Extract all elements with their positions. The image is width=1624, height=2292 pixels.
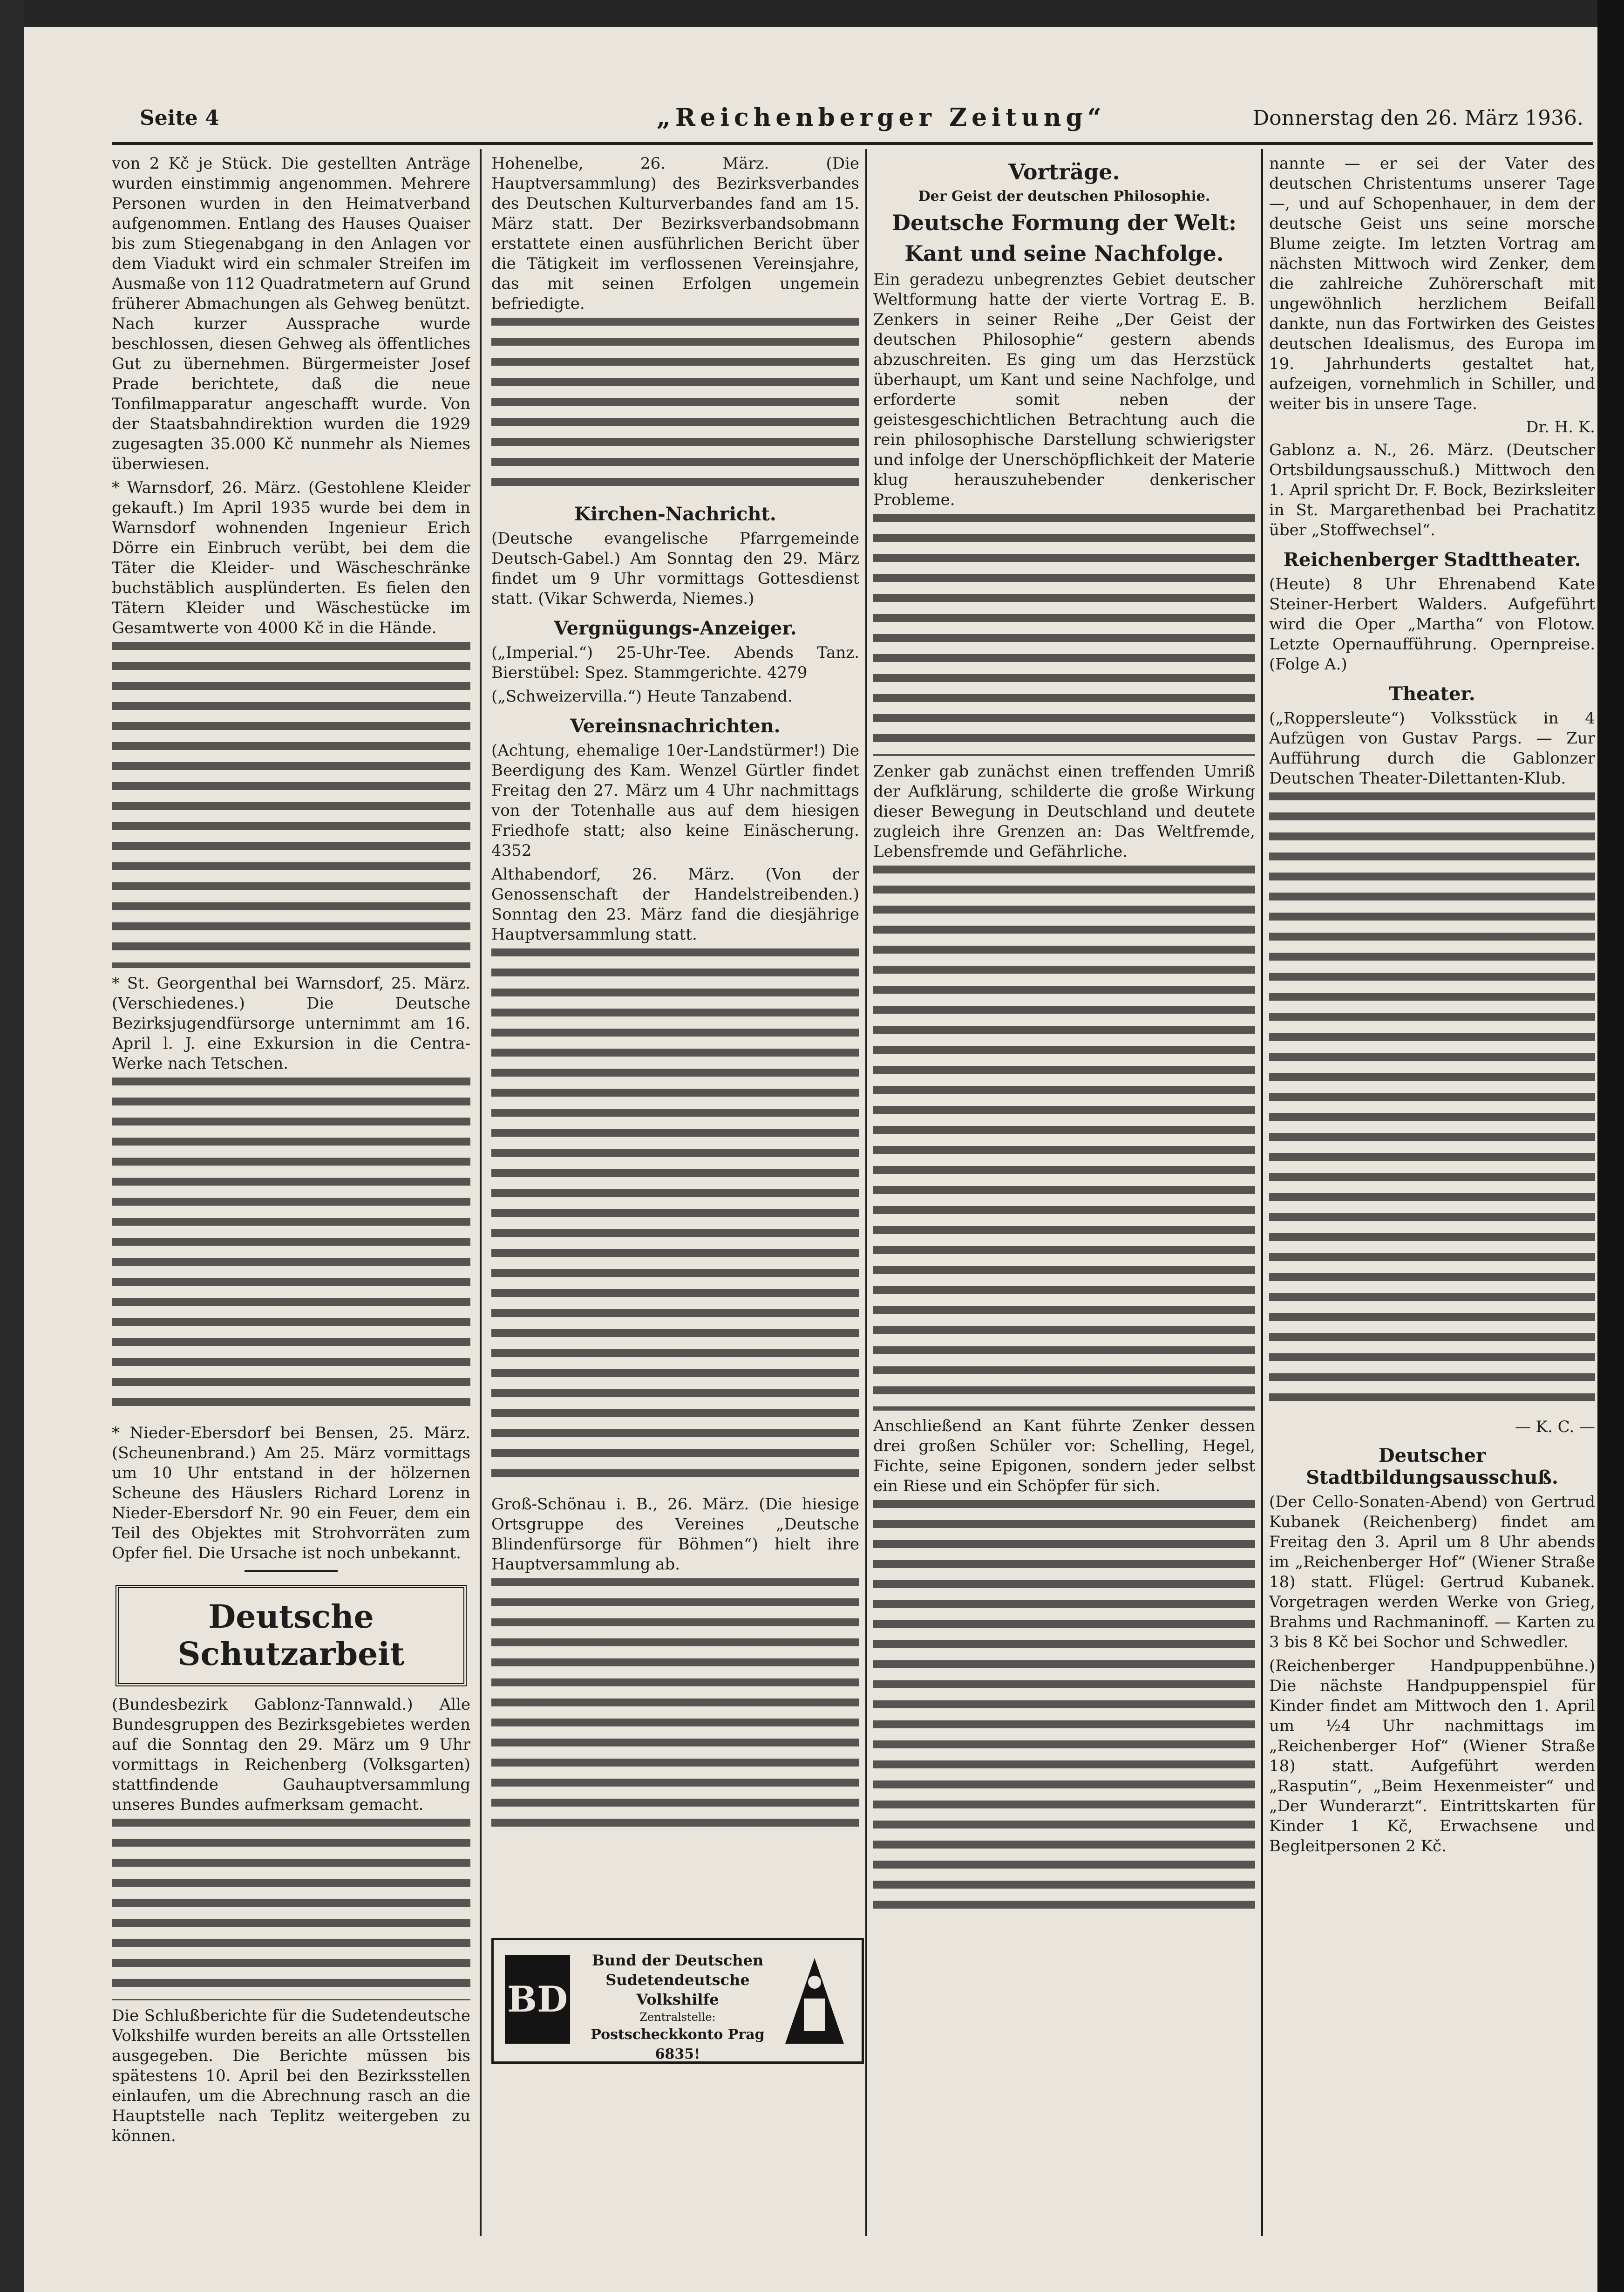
author-signature: — K. C. — (1515, 1418, 1595, 1436)
article-paragraph: Althabendorf, 26. März. (Von der Genossenschaft der Handelstreibenden.) Sonntag den 23. März fand die diesjährige Hauptversammlung statt. (491, 865, 859, 944)
article-paragraph: Hohenelbe, 26. März. (Die Hauptversammlung) des Bezirksverbandes des Deutschen Kulturverbandes fand am 15. März statt. Der Bezirksverbandsobmann erstattete einen ausführlichen Bericht über die Tätigkeit im verflossenen Vereinsjahre, das mit seinen Erfolgen ungemein befriedigte. (491, 154, 859, 313)
article-paragraph: nannte — er sei der Vater des deutschen Christentums unserer Tage —, und auf Schopenhauer, in dem der deutsche Geist uns seine morsche Blume zeigte. Im letzten Vortrag am nächsten Mittwoch wird Zenker, dem die zahlreiche Zuhörerschaft mit ungewöhnlich herzlichem Beifall dankte, nun das Fortwirken des Geistes deutschen Idealismus, des Europa im 19. Jahrhunderts gestaltet hat, aufzeigen, vornehmlich in Schiller, und weiter bis in unsere Tage. (1269, 154, 1595, 413)
article-paragraph: Die Schlußberichte für die Sudetendeutsche Volkshilfe wurden bereits an alle Ortsstellen ausgegeben. Die Berichte müssen bis spätestens 10. April bei den Bezirksstellen einlaufen, um die Abrechnung rasch an die Hauptstelle nach Teplitz weitergeben zu können. (112, 2006, 470, 2145)
section-heading: Reichenberger Stadttheater. (1283, 549, 1581, 571)
article-heading: Kant und seine Nachfolge. (904, 241, 1224, 266)
separator (245, 1570, 338, 1572)
text-block (873, 866, 1255, 1411)
column-rule-3 (1261, 149, 1263, 2236)
ad-subtitle: Sudetendeutsche Volkshilfe (605, 1971, 750, 2008)
article-paragraph: („Schweizervilla.“) Heute Tanzabend. (491, 687, 793, 706)
text-block (112, 1819, 470, 2000)
column-3 (873, 154, 1255, 2236)
column-1 (112, 154, 470, 2236)
bund-logo-icon: BD (505, 1955, 570, 2044)
article-paragraph: (Heute) 8 Uhr Ehrenabend Kate Steiner-Herbert Walders. Aufgeführt wird die Oper „Martha“ von Flotow. Letzte Opernaufführung. Opernpreise. (Folge A.) (1269, 575, 1595, 674)
section-heading: Kirchen-Nachricht. (574, 503, 776, 525)
masthead-rule (112, 142, 1593, 145)
article-paragraph: („Roppersleute“) Volksstück in 4 Aufzügen von Gustav Pargs. — Zur Aufführung durch die Gablonzer Deutschen Theater-Dilettanten-Klub. (1269, 709, 1595, 788)
article-paragraph: Groß-Schönau i. B., 26. März. (Die hiesige Ortsgruppe des Vereines „Deutsche Blindenfürsorge für Böhmen“) hielt ihre Hauptversammlung ab. (491, 1495, 859, 1574)
page-number: Seite 4 (140, 106, 219, 130)
article-paragraph: Zenker gab zunächst einen treffenden Umriß der Aufklärung, schilderte die große Wirkung dieser Bewegung in Deutschland und deutete zugleich ihre Grenzen an: Das Weltfremde, Lebensfremde und Gefährliche. (873, 762, 1255, 861)
article-paragraph: („Imperial.“) 25-Uhr-Tee. Abends Tanz. Bierstübel: Spez. Stammgerichte. 4279 (491, 643, 859, 682)
ad-office: Zentralstelle: (639, 2011, 716, 2024)
article-paragraph: (Achtung, ehemalige 10er-Landstürmer!) Die Beerdigung des Kam. Wenzel Gürtler findet Freitag den 27. März um 4 Uhr nachmittags von der Totenhalle aus auf dem hiesigen Friedhofe statt; also keine Einäscherung. 4352 (491, 741, 859, 860)
section-heading: Vorträge. (1008, 159, 1120, 184)
text-block (873, 1500, 1255, 1919)
article-paragraph: * St. Georgenthal bei Warnsdorf, 25. März. (Verschiedenes.) Die Deutsche Bezirksjugendfürsorge unternimmt am 16. April l. J. eine Exkursion in die Centra-Werke nach Tetschen. (112, 974, 470, 1073)
text-block (491, 318, 859, 495)
scanner-edge-left (0, 0, 24, 2292)
scanner-edge-top (0, 0, 1597, 27)
text-block (112, 1078, 470, 1418)
article-heading: Deutsche Formung der Welt: (892, 210, 1237, 235)
article-paragraph: Anschließend an Kant führte Zenker dessen drei großen Schüler vor: Schelling, Hegel, Fichte, seine Epigonen, sondern jeder selbst ein Riese und ein Schöpfer für sich. (873, 1417, 1255, 1495)
text-block (1269, 792, 1595, 1412)
section-heading: Deutscher Stadtbildungsausschuß. (1306, 1445, 1558, 1488)
article-paragraph: (Der Cello-Sonaten-Abend) von Gertrud Kubanek (Reichenberg) findet am Freitag den 3. April um 8 Uhr abends im „Reichenberger Hof“ (Wiener Straße 18) statt. Flügel: Gertrud Kubanek. Vorgetragen werden Werke von Grieg, Brahms und Rachmaninoff. — Karten zu 3 bis 8 Kč bei Sochor und Schwedler. (1269, 1493, 1595, 1651)
masthead (140, 103, 1583, 139)
text-block (491, 1578, 859, 1839)
ad-title: Bund der Deutschen (591, 1951, 764, 1969)
section-heading: Vereinsnachrichten. (570, 715, 781, 737)
article-subheading: Der Geist der deutschen Philosophie. (918, 188, 1210, 205)
issue-date: Donnerstag den 26. März 1936. (1252, 106, 1583, 130)
newspaper-title: „Reichenberger Zeitung“ (657, 103, 1106, 132)
article-paragraph: * Warnsdorf, 26. März. (Gestohlene Kleider gekauft.) Im April 1935 wurde bei dem in Warnsdorf wohnenden Ingenieur Erich Dörre ein Einbruch verübt, bei dem die Täter die Kleider- und Wäscheschränke buchstäblich ausplünderten. Es fielen den Tätern Kleider und Wäschestücke im Gesamtwerte von 4000 Kč in die Hände. (112, 478, 470, 637)
article-paragraph: Ein geradezu unbegrenztes Gebiet deutscher Weltformung hatte der vierte Vortrag E. B. Zenkers in seiner Reihe „Der Geist der deutschen Philosophie“ gestern abends abzuschreiten. Es ging um das Herzstück überhaupt, um Kant und seine Nachfolge, und erforderte somit neben der geistesgeschichtlichen Betrachtung auch die rein philosophische Darstellung schwierigster und infolge der Unerschöpflichkeit der Materie klug herauszuhebender denkerischer Probleme. (873, 270, 1255, 509)
article-paragraph: Gablonz a. N., 26. März. (Deutscher Ortsbildungsausschuß.) Mittwoch den 1. April spricht Dr. F. Bock, Bezirksleiter in St. Margarethenbad bei Prachatitz über „Stoffwechsel“. (1269, 441, 1595, 539)
article-paragraph: (Bundesbezirk Gablonz-Tannwald.) Alle Bundesgruppen des Bezirksgebietes werden auf die Sonntag den 29. März um 9 Uhr vormittags in Reichenberg (Volksgarten) stattfindende Gauhauptversammlung unseres Bundes aufmerksam gemacht. (112, 1695, 470, 1814)
section-heading: Vergnügungs-Anzeiger. (554, 617, 797, 639)
text-block (873, 514, 1255, 756)
article-paragraph: von 2 Kč je Stück. Die gestellten Anträge wurden einstimmig angenommen. Mehrere Personen wurden in den Heimatverband aufgenommen. Entlang des Hauses Quaiser bis zum Stiegenabgang in den Anlagen vor dem Viadukt wird ein schmaler Streifen im Ausmaße von 112 Quadratmetern auf Grund früherer Abmachungen als Gehweg benützt. Nach kurzer Aussprache wurde beschlossen, diesen Gehweg als öffentliches Gut zu übernehmen. Bürgermeister Josef Prade berichtete, daß die neue Tonfilmapparatur angeschafft wurde. Von der Staatsbahndirektion wurden die 1929 zugesagten 35.000 Kč nunmehr als Niemes überwiesen. (112, 154, 470, 473)
ad-account: Postscheckkonto Prag 6835! (591, 2026, 765, 2062)
column-4 (1269, 154, 1595, 2236)
article-paragraph: (Reichenberger Handpuppenbühne.) Die nächste Handpuppenspiel für Kinder findet am Mittwoch den 1. April um ½4 Uhr nachmittags im „Reichenberger Hof“ (Wiener Straße 18) statt. Aufgeführt werden „Rasputin“, „Beim Hexenmeister“ und „Der Wunderarzt“. Eintrittskarten für Kinder 1 Kč, Erwachsene und Begleitpersonen 2 Kč. (1269, 1657, 1595, 1855)
text-block (112, 642, 470, 968)
article-paragraph: * Nieder-Ebersdorf bei Bensen, 25. März. (Scheunenbrand.) Am 25. März vormittags um 10 Uhr entstand in der hölzernen Scheune des Häuslers Richard Lorenz in Nieder-Ebersdorf Nr. 90 ein Feuer, dem ein Teil des Objektes mit Strohvorräten zum Opfer fiel. Die Ursache ist noch unbekannt. (112, 1424, 470, 1562)
section-heading: Theater. (1389, 683, 1475, 705)
text-block (491, 948, 859, 1489)
article-paragraph: (Deutsche evangelische Pfarrgemeinde Deutsch-Gabel.) Am Sonntag den 29. März findet um 9 Uhr vormittags Gottesdienst statt. (Vikar Schwerda, Niemes.) (491, 529, 859, 608)
scanner-edge-right (1597, 0, 1624, 2292)
ad-text (582, 1951, 773, 2064)
author-signature: Dr. H. K. (1526, 418, 1595, 437)
column-rule-2 (865, 149, 867, 2236)
section-heading-box: Deutsche Schutzarbeit (116, 1585, 467, 1686)
emblem-figure-icon (780, 1954, 849, 2047)
column-2 (491, 154, 859, 1919)
advertisement-box (491, 1938, 864, 2064)
column-rule-1 (480, 149, 482, 2236)
